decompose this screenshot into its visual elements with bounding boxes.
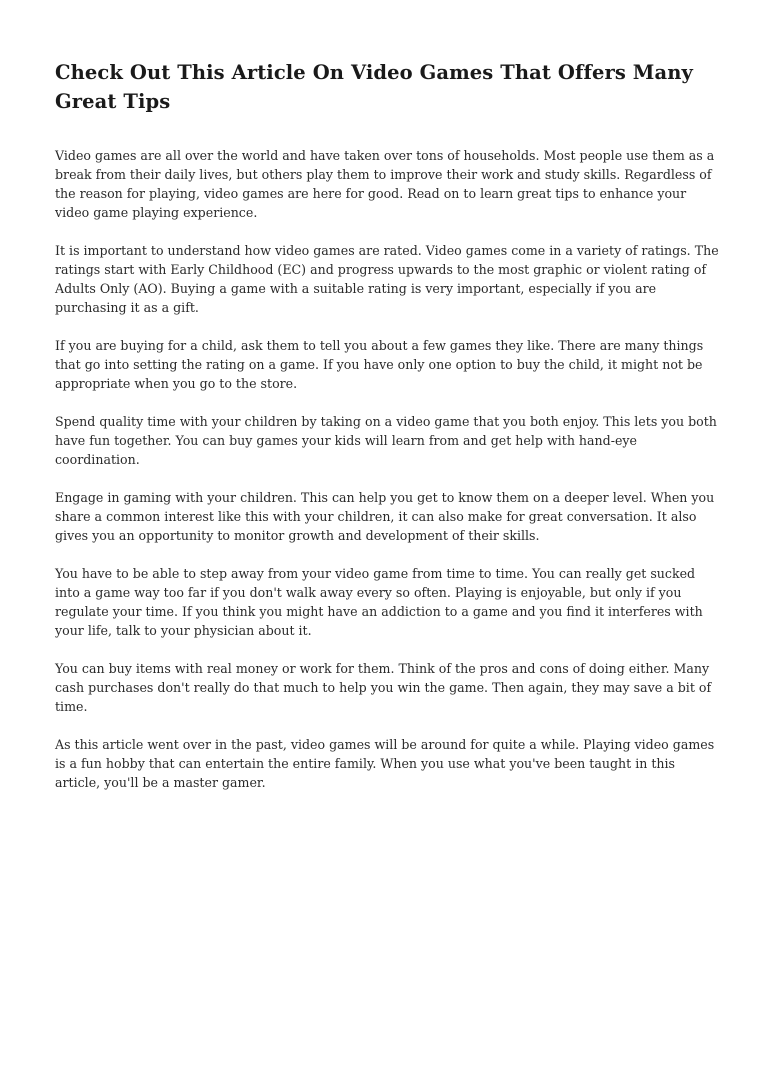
paragraph: You have to be able to step away from your video game from time to time. You can really get sucked into a game way too far if you don't walk away every so often. Playing is enjoyable, but only if you regulate your time. If you think you might have an addiction to a game and you find it interferes with your life, talk to your physician about it. xyxy=(55,566,703,638)
paragraph: Engage in gaming with your children. This can help you get to know them on a deeper level. When you share a common interest like this with your children, it can also make for great conversation. It also gives you an opportunity to monitor growth and development of their skills. xyxy=(55,490,715,543)
paragraph: You can buy items with real money or work for them. Think of the pros and cons of doing either. Many cash purchases don't really do that much to help you win the game. Then again, they may save a bit of time. xyxy=(55,661,712,714)
paragraph: If you are buying for a child, ask them to tell you about a few games they like. There are many things that go into setting the rating on a game. If you have only one option to buy the child, it might not be appropriate when you go to the store. xyxy=(55,338,704,391)
paragraph: As this article went over in the past, video games will be around for quite a while. Playing video games is a fun hobby that can entertain the entire family. When you use what you've been taught in this article, you'll be a master gamer. xyxy=(55,737,715,790)
paragraph: Video games are all over the world and have taken over tons of households. Most people use them as a break from their daily lives, but others play them to improve their work and study skills. Regardless of the reason for playing, video games are here for good. Read on to learn great tips to enhance your video game playing experience. xyxy=(55,148,715,220)
paragraph: It is important to understand how video games are rated. Video games come in a variety of ratings. The ratings start with Early Childhood (EC) and progress upwards to the most graphic or violent rating of Adults Only (AO). Buying a game with a suitable rating is very important, especially if you are purchasing it as a gift. xyxy=(55,243,719,315)
page-title: Check Out This Article On Video Games That Offers Many Great Tips xyxy=(55,61,693,113)
paragraph: Spend quality time with your children by taking on a video game that you both enjoy. This lets you both have fun together. You can buy games your kids will learn from and get help with hand-eye coordination. xyxy=(55,414,717,467)
